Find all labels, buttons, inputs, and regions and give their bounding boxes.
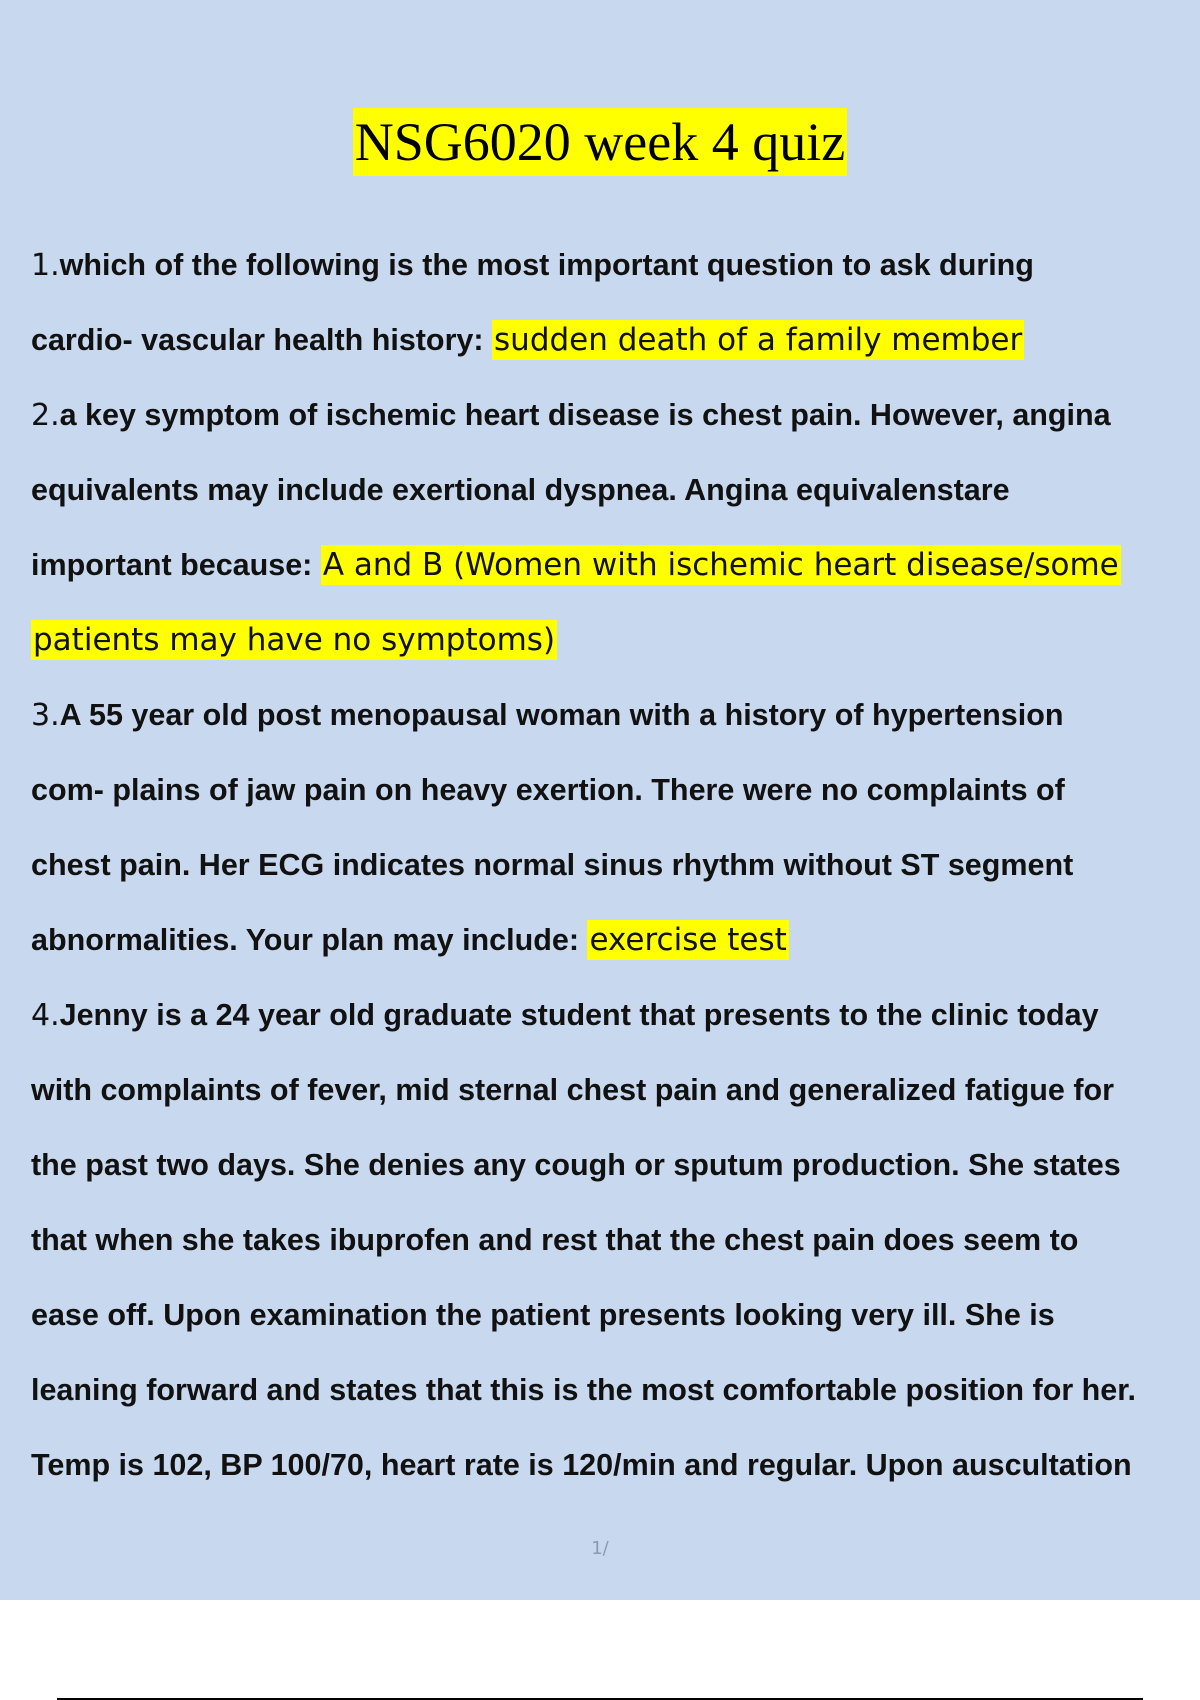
page-number: 1/: [591, 1538, 609, 1559]
text-line: [31, 983, 1200, 1058]
question-text: A 55 year old post menopausal woman with a history of hypertension: [59, 698, 1064, 732]
title-container: [0, 108, 1200, 176]
page-title: NSG6020 week 4 quiz: [353, 108, 847, 176]
question-number: 4.: [31, 998, 60, 1033]
text-line: [31, 383, 1200, 458]
text-line: [31, 233, 1200, 308]
question-text: a key symptom of ischemic heart disease is chest pain. However, angina: [59, 398, 1111, 432]
question-text: leaning forward and states that this is the most comfortable position for her.: [31, 1373, 1136, 1407]
text-line: [31, 908, 1200, 983]
text-line: [31, 1208, 1200, 1283]
question-text: chest pain. Her ECG indicates normal sinus rhythm without ST segment: [31, 848, 1074, 882]
question-text: equivalents may include exertional dyspnea. Angina equivalenstare: [31, 473, 1010, 507]
question-number: 3.: [31, 698, 60, 733]
question-text: which of the following is the most important question to ask during: [59, 248, 1034, 282]
highlighted-answer: A and B (Women with ischemic heart disease/some: [322, 547, 1119, 583]
highlighted-answer: sudden death of a family member: [494, 322, 1023, 358]
quiz-body: [31, 233, 1200, 1508]
text-line: [31, 1358, 1200, 1433]
text-line: [31, 458, 1200, 533]
question-text: abnormalities. Your plan may include:: [31, 923, 588, 957]
question-text: Temp is 102, BP 100/70, heart rate is 120/min and regular. Upon auscultation: [31, 1448, 1132, 1482]
text-line: [31, 833, 1200, 908]
question-text: com- plains of jaw pain on heavy exertion. There were no complaints of: [31, 773, 1065, 807]
text-line: [31, 1058, 1200, 1133]
question-number: 2.: [31, 398, 60, 433]
text-line: [31, 533, 1200, 608]
text-line: [31, 1133, 1200, 1208]
text-line: [31, 1433, 1200, 1508]
text-line: [31, 1283, 1200, 1358]
question-text: the past two days. She denies any cough or sputum production. She states: [31, 1148, 1121, 1182]
highlighted-answer: exercise test: [589, 922, 787, 958]
question-text: with complaints of fever, mid sternal chest pain and generalized fatigue for: [31, 1073, 1114, 1107]
highlighted-answer: patients may have no symptoms): [33, 622, 556, 658]
text-line: [31, 683, 1200, 758]
text-line: [31, 608, 1200, 683]
question-text: cardio- vascular health history:: [31, 323, 493, 357]
text-line: [31, 758, 1200, 833]
question-text: ease off. Upon examination the patient presents looking very ill. She is: [31, 1298, 1055, 1332]
question-number: 1.: [31, 248, 60, 283]
question-text: Jenny is a 24 year old graduate student that presents to the clinic today: [59, 998, 1099, 1032]
text-line: [31, 308, 1200, 383]
question-text: that when she takes ibuprofen and rest that the chest pain does seem to: [31, 1223, 1079, 1257]
question-text: important because:: [31, 548, 321, 582]
